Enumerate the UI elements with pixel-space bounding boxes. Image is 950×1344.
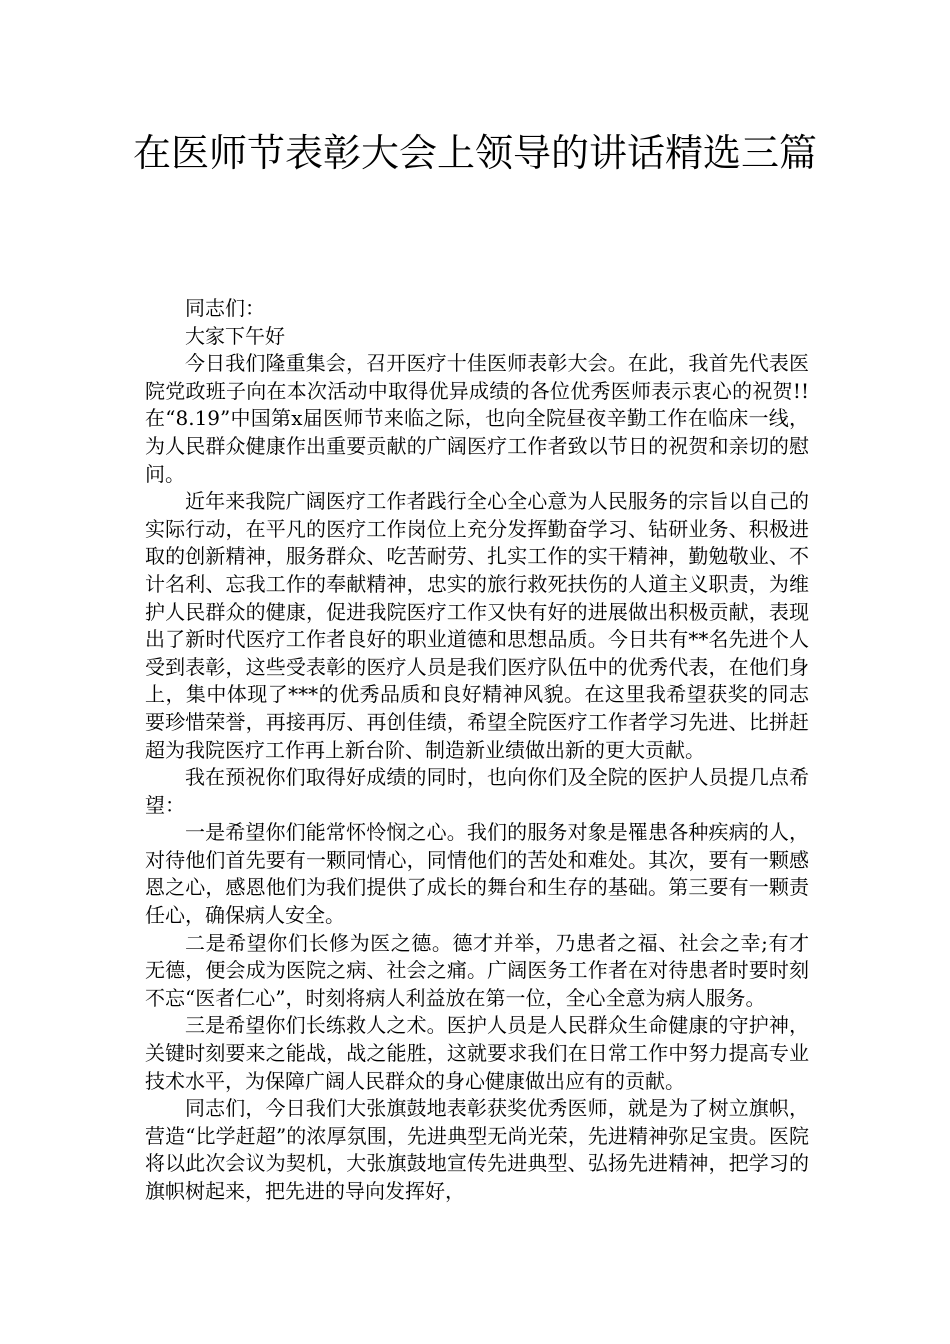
document-body (145, 295, 809, 1206)
paragraph-hope-two: 二是希望你们长修为医之德。德才并举，乃患者之福、社会之幸;有才无德，便会成为医院之病、社会之痛。广阔医务工作者在对待患者时要时刻不忘“医者仁心”，时刻将病人利益放在第一位，全心全意为病人服务。 (145, 930, 809, 1010)
paragraph-closing: 同志们，今日我们大张旗鼓地表彰获奖优秀医师，就是为了树立旗帜，营造“比学赶超”的浓厚氛围，先进典型无尚光荣，先进精神弥足宝贵。医院将以此次会议为契机，大张旗鼓地宣传先进典型、弘扬先进精神，把学习的旗帜树起来，把先进的导向发挥好， (145, 1096, 809, 1203)
paragraph-achievements: 近年来我院广阔医疗工作者践行全心全心意为人民服务的宗旨以自己的实际行动，在平凡的医疗工作岗位上充分发挥勤奋学习、钻研业务、积极进取的创新精神，服务群众、吃苦耐劳、扎实工作的实干精神，勤勉敬业、不计名利、忘我工作的奉献精神，忠实的旅行救死扶伤的人道主义职责，为维护人民群众的健康，促进我院医疗工作又快有好的进展做出积极贡献，表现出了新时代医疗工作者良好的职业道德和思想品质。今日共有**名先进个人受到表彰，这些受表彰的医疗人员是我们医疗队伍中的优秀代表，在他们身上，集中体现了***的优秀品质和良好精神风貌。在这里我希望获奖的同志要珍惜荣誉，再接再厉、再创佳绩，希望全院医疗工作者学习先进、比拼赶超为我院医疗工作再上新台阶、制造新业绩做出新的更大贡献。 (145, 489, 809, 762)
paragraph-opening: 今日我们隆重集会，召开医疗十佳医师表彰大会。在此，我首先代表医院党政班子向在本次活动中取得优异成绩的各位优秀医师表示衷心的祝贺!!在“8.19”中国第x届医师节来临之际，也向全院昼夜辛勤工作在临床一线，为人民群众健康作出重要贡献的广阔医疗工作者致以节日的祝贺和亲切的慰问。 (145, 351, 809, 486)
paragraph-hope-three: 三是希望你们长练救人之术。医护人员是人民群众生命健康的守护神，关键时刻要来之能战，战之能胜，这就要求我们在日常工作中努力提高专业技术水平，为保障广阔人民群众的身心健康做出应有的贡献。 (145, 1013, 809, 1093)
paragraph-hope-one: 一是希望你们能常怀怜悯之心。我们的服务对象是罹患各种疾病的人，对待他们首先要有一颗同情心，同情他们的苦处和难处。其次，要有一颗感恩之心，感恩他们为我们提供了成长的舞台和生存的基础。第三要有一颗责任心，确保病人安全。 (145, 820, 809, 928)
paragraph-hopes-intro: 我在预祝你们取得好成绩的同时，也向你们及全院的医护人员提几点希望： (145, 765, 809, 817)
document-title: 在医师节表彰大会上领导的讲话精选三篇 (132, 131, 817, 175)
paragraph-good-afternoon: 大家下午好 (185, 323, 285, 348)
paragraph-greeting: 同志们： (185, 296, 265, 320)
